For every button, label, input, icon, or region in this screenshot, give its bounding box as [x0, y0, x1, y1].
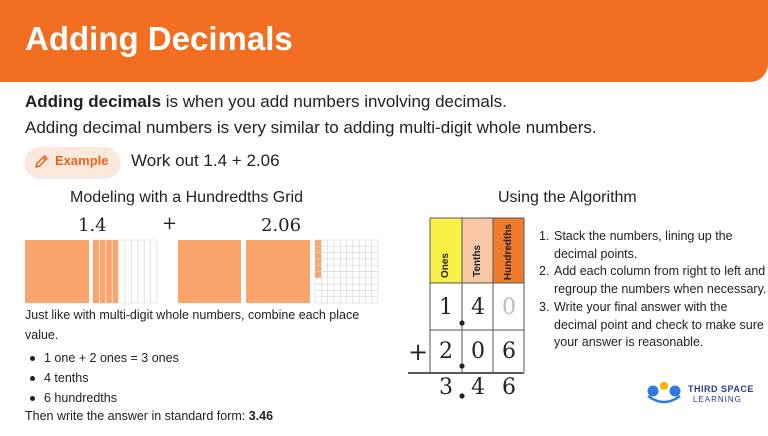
standard-form-answer: 3.46 [248, 409, 274, 423]
whole-square-2 [246, 240, 310, 303]
standard-form-line [25, 406, 273, 426]
hundredths-header: Hundredths [503, 224, 514, 281]
example-question: Work out 1.4 + 2.06 [131, 151, 280, 170]
list-item: 4 tenths [30, 368, 179, 388]
grid-1-4 [25, 240, 157, 303]
example-label: Example [55, 153, 109, 168]
place-value-list [30, 348, 179, 408]
row1-tenths: 4 [471, 295, 485, 320]
logo-name: THIRD SPACE [688, 384, 754, 394]
whole-square [25, 240, 89, 303]
logo-subtitle: LEARNING [693, 395, 742, 404]
answer-ones: 3 [439, 375, 453, 400]
intro-term: Adding decimals [25, 92, 162, 111]
answer-hundredths: 6 [502, 375, 516, 400]
standard-form-prefix: Then write the answer in standard form: [25, 409, 249, 423]
list-item: 1 one + 2 ones = 3 ones [30, 348, 179, 368]
list-item: 6 hundredths [30, 388, 179, 408]
page-title: Adding Decimals [25, 20, 293, 57]
answer-tenths: 4 [471, 375, 485, 400]
decimal-point-1 [459, 320, 464, 325]
ones-header: Ones [440, 253, 451, 279]
algorithm-plus-sign: + [408, 338, 429, 366]
grid-number-2: 2.06 [261, 215, 302, 236]
grid-section-title: Modeling with a Hundredths Grid [70, 189, 304, 206]
whole-square-1 [178, 240, 241, 303]
grid-explanation: Just like with multi-digit whole numbers, combine each place value. [25, 308, 360, 342]
grid-number-1: 1.4 [78, 215, 107, 236]
tenths-header: Tenths [472, 245, 483, 278]
row1-ones: 1 [439, 295, 453, 320]
algorithm-steps [539, 228, 768, 352]
list-item: 3. Write your final answer with the decimal point and check to make sure your answer is reasonable. [539, 299, 764, 350]
list-item: 1. Stack the numbers, lining up the decimal points. [539, 229, 733, 261]
algorithm-section-title: Using the Algorithm [498, 189, 637, 206]
row2-hundredths: 6 [502, 339, 516, 364]
intro-line-2: Adding decimal numbers is very similar to adding multi-digit whole numbers. [25, 118, 597, 137]
third-space-logo-icon [648, 382, 681, 402]
row2-tenths: 0 [471, 339, 485, 364]
intro-line-1-rest: is when you add numbers involving decimals. [161, 92, 507, 111]
row2-ones: 2 [439, 339, 453, 364]
list-item: 2. Add each column from right to left and regroup the numbers when necessary. [539, 264, 767, 297]
grid-2-06 [178, 240, 378, 303]
row1-hundredths: 0 [502, 295, 516, 320]
decimal-point-2 [459, 363, 464, 368]
grid-plus-sign: + [162, 213, 178, 234]
